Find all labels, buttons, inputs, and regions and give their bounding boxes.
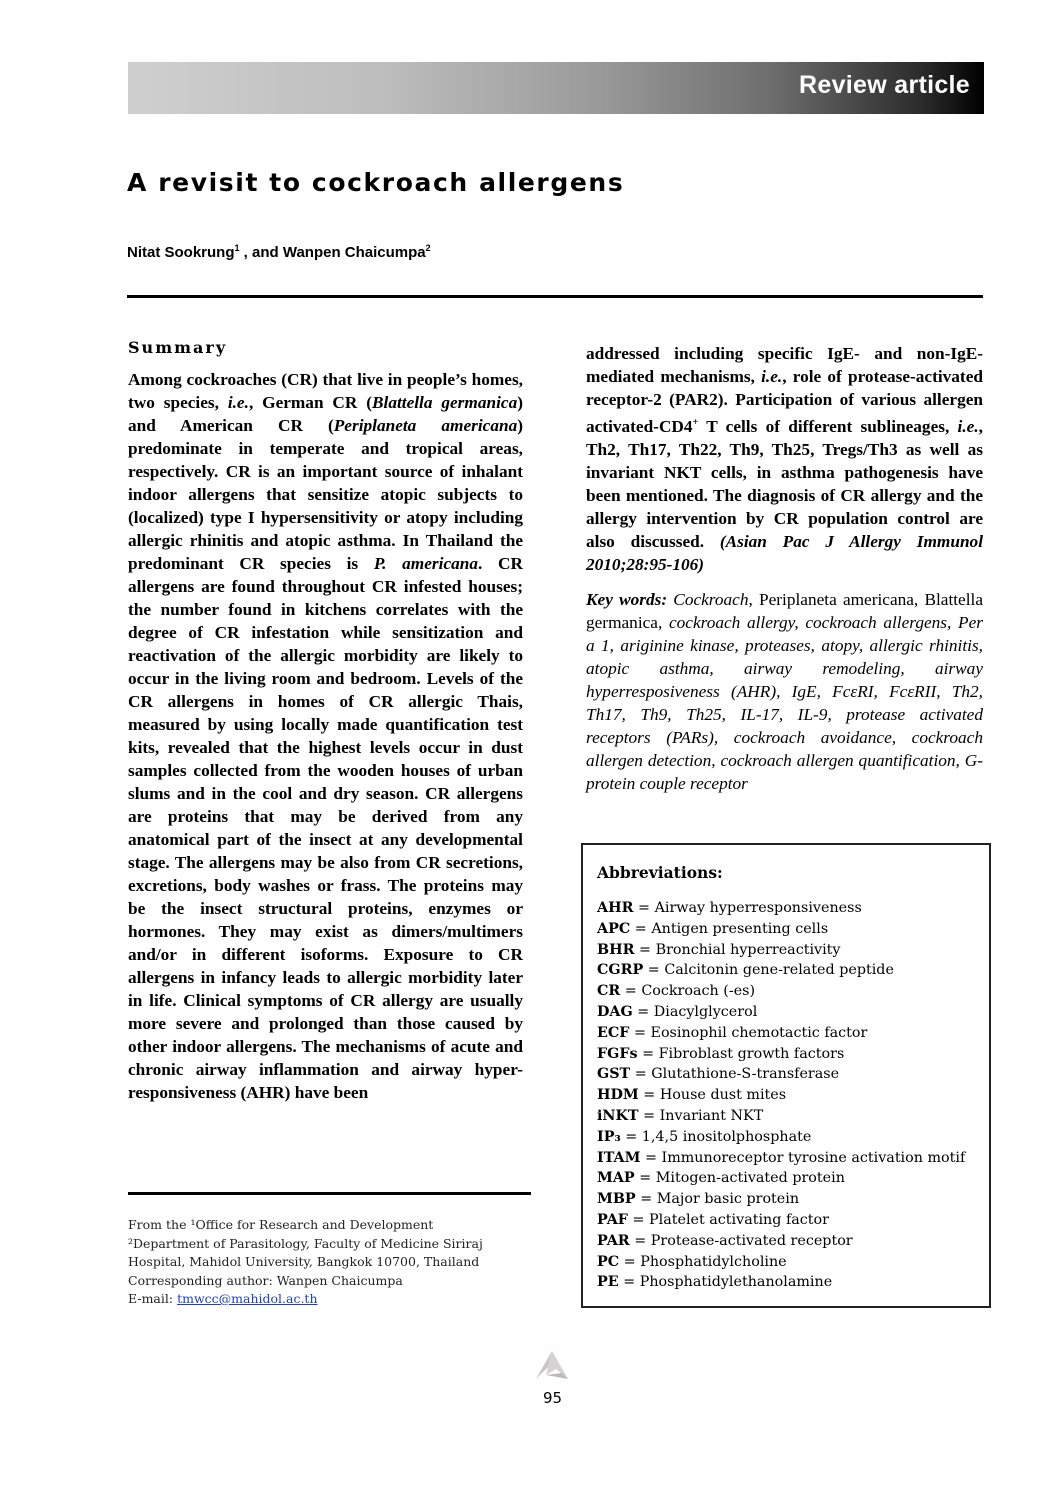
- abbreviation-item: APC = Antigen presenting cells: [597, 920, 829, 937]
- right-column: [586, 342, 983, 795]
- email-line: [128, 1290, 538, 1309]
- abbreviation-item: PAF = Platelet activating factor: [597, 1211, 829, 1228]
- affiliation-footnote: [128, 1216, 538, 1309]
- article-type-label: Review article: [799, 71, 970, 99]
- abbreviation-item: iNKT = Invariant NKT: [597, 1107, 764, 1124]
- affiliation-marker: 1: [234, 243, 240, 253]
- left-column: [128, 338, 523, 1104]
- abbreviations-title: Abbreviations:: [597, 863, 723, 882]
- abbreviation-item: PC = Phosphatidylcholine: [597, 1253, 787, 1270]
- abbreviation-item: PE = Phosphatidylethanolamine: [597, 1274, 833, 1291]
- email-link[interactable]: tmwcc@mahidol.ac.th: [177, 1291, 318, 1306]
- abbreviation-item: MBP = Major basic protein: [597, 1191, 800, 1208]
- footnote-line: Hospital, Mahidol University, Bangkok 10700, Thailand: [128, 1254, 480, 1269]
- footnote-line: From the ¹Office for Research and Development: [128, 1217, 434, 1232]
- keywords-label: Key words:: [586, 589, 668, 609]
- abbreviation-item: BHR = Bronchial hyperreactivity: [597, 941, 841, 958]
- abbreviation-item: MAP = Mitogen-activated protein: [597, 1170, 845, 1187]
- author-separator: , and: [239, 244, 283, 261]
- abbreviations-list: [597, 898, 965, 1293]
- footnote-divider: [128, 1192, 531, 1195]
- abbreviation-item: FGFs = Fibroblast growth factors: [597, 1045, 845, 1062]
- abbreviation-item: CR = Cockroach (-es): [597, 983, 756, 1000]
- abbreviation-item: CGRP = Calcitonin gene-related peptide: [597, 962, 894, 979]
- footnote-line: Corresponding author: Wanpen Chaicumpa: [128, 1272, 403, 1288]
- abbreviation-item: ECF = Eosinophil chemotactic factor: [597, 1024, 868, 1041]
- footnote-line: ²Department of Parasitology, Faculty of Medicine Siriraj: [128, 1235, 483, 1251]
- author-name: Nitat Sookrung: [127, 244, 235, 261]
- author-list: [127, 243, 431, 261]
- abbreviation-item: GST = Glutathione-S-transferase: [597, 1066, 840, 1083]
- summary-continuation: addressed including specific IgE- and non-IgE-mediated mechanisms, i.e., role of protease-activated receptor-2 (PAR2). Participation of various allergen activated-CD4+ T cells of different sublineages, i.e., Th2, Th17, Th22, Th9, Th25, Tregs/Th3 as well as invariant NKT cells, in asthma pathogenesis have been mentioned. The diagnosis of CR allergy and the allergy intervention by CR population control are also discussed. (Asian Pac J Allergy Immunol 2010;28:95-106): [586, 344, 983, 574]
- header-divider: [127, 295, 983, 298]
- abbreviations-box: [581, 843, 991, 1308]
- abbreviation-item: DAG = Diacylglycerol: [597, 1003, 758, 1020]
- abbreviation-item: IP₃ = 1,4,5 inositolphosphate: [597, 1128, 812, 1145]
- email-label: E-mail:: [128, 1291, 178, 1306]
- summary-heading: Summary: [128, 338, 228, 357]
- summary-paragraph: Among cockroaches (CR) that live in people’s homes, two species, i.e., German CR (Blattella germanica) and American CR (Periplaneta americana) predominate in temperate and tropical areas, respectively. CR is an important source of inhalant indoor allergens that sensitize atopic subjects to (localized) type I hypersensitivity or atopy including allergic rhinitis and atopic asthma. In Thailand the predominant CR species is P. americana. CR allergens are found throughout CR infested houses; the number found in kitchens correlates with the degree of CR infestation while sensitization and reactivation of the allergic morbidity are likely to occur in the living room and bedroom. Levels of the CR allergens in homes of CR allergic Thais, measured by using locally made quantification test kits, revealed that the highest levels occur in dust samples collected from the wooden houses of urban slums and in the cool and dry season. CR allergens are proteins that may be derived from any anatomical part of the insect at any developmental stage. The allergens may be also from CR secretions, excretions, body washes or frass. The proteins may be the insect structural proteins, enzymes or hormones. They may exist as dimers/multimers and/or in different isoforms. Exposure to CR allergens in infancy leads to allergic morbidity later in life. Clinical symptoms of CR allergy are usually more severe and prolonged than those caused by other indoor allergens. The mechanisms of acute and chronic airway inflammation and airway hyper-responsiveness (AHR) have been: [128, 370, 523, 1102]
- article-title: A revisit to cockroach allergens: [127, 168, 625, 197]
- affiliation-marker: 2: [425, 243, 431, 253]
- abbreviation-item: AHR = Airway hyperresponsiveness: [597, 900, 862, 916]
- keywords-paragraph: Key words: Cockroach, Periplaneta americana, Blattella germanica, cockroach allergy, cockroach allergens, Per a 1, ariginine kinase, proteases, atopy, allergic rhinitis, atopic asthma, airway remodeling, airway hyperresposiveness (AHR), IgE, FcεRI, FcεRII, Th2, Th17, Th9, Th25, IL-17, IL-9, protease activated receptors (PARs), cockroach avoidance, cockroach allergen detection, cockroach allergen quantification, G-protein couple receptor: [586, 589, 983, 793]
- page-number: 95: [543, 1389, 563, 1407]
- abbreviation-item: PAR = Protease-activated receptor: [597, 1232, 853, 1249]
- abbreviation-item: ITAM = Immunoreceptor tyrosine activation motif: [597, 1149, 966, 1166]
- header-banner: [128, 62, 984, 114]
- abbreviation-item: HDM = House dust mites: [597, 1087, 787, 1104]
- journal-logo-icon: [532, 1349, 572, 1381]
- author-name: Wanpen Chaicumpa: [282, 244, 426, 261]
